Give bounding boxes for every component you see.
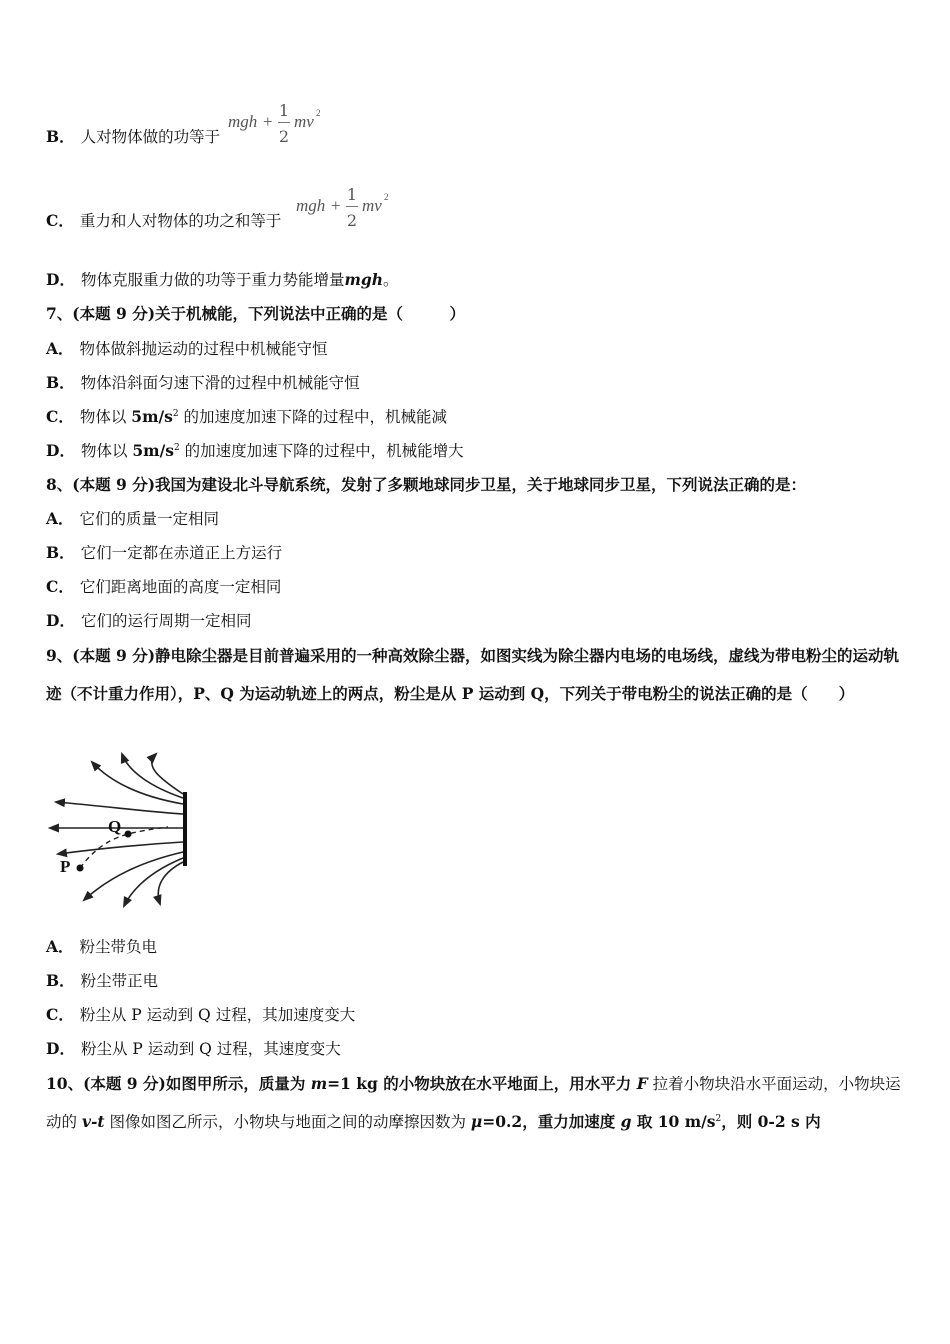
variable-mu: μ — [470, 1112, 483, 1131]
option-text-end: 。 — [382, 271, 399, 289]
option-text: 粉尘从 P 运动到 Q 过程，其加速度变大 — [79, 1006, 356, 1024]
text-segment: 拉着小物块沿水平面运动，小物块运动的 — [46, 1075, 901, 1131]
fraction-bar — [346, 206, 358, 207]
formula-mv: mv — [362, 196, 382, 215]
option-text: 它们距离地面的高度一定相同 — [79, 578, 282, 596]
option-text: 物体克服重力做的功等于重力势能增量 — [80, 271, 345, 289]
variable-f: F — [636, 1074, 648, 1093]
q9-option-d — [46, 1039, 341, 1059]
option-letter: C． — [46, 1005, 74, 1024]
q6-option-c — [46, 211, 281, 231]
field-line — [92, 762, 183, 804]
option-text: 它们的质量一定相同 — [79, 510, 220, 528]
q8-stem — [46, 475, 806, 495]
point-p — [77, 865, 84, 872]
q9-option-b — [46, 971, 158, 991]
formula-mgh: mgh — [296, 196, 326, 215]
option-letter: D． — [46, 441, 75, 460]
text-segment: (本题 9 分)如图甲所示，质量为 — [83, 1074, 311, 1093]
option-letter: C． — [46, 577, 74, 596]
text-segment: =0.2，重力加速度 — [482, 1112, 621, 1131]
text-segment: 取 10 m/s — [631, 1112, 716, 1131]
option-value: 5m/s — [131, 407, 173, 426]
formula-plus: + — [331, 196, 341, 215]
option-letter: D． — [46, 1039, 75, 1058]
q10-stem — [46, 1065, 908, 1141]
question-number: 10、 — [46, 1074, 84, 1093]
variable-m: m — [310, 1074, 328, 1093]
option-text: 物体做斜抛运动的过程中机械能守恒 — [79, 340, 328, 358]
option-letter: D． — [46, 270, 75, 289]
field-line — [124, 858, 183, 906]
label-q: Q — [108, 817, 122, 836]
q9-option-c — [46, 1005, 355, 1025]
option-letter: A． — [46, 937, 74, 956]
label-p: P — [60, 857, 71, 876]
dust-trajectory — [80, 827, 168, 868]
option-text: 粉尘从 P 运动到 Q 过程，其速度变大 — [80, 1040, 341, 1058]
option-value: 5m/s — [132, 441, 174, 460]
q7-option-b — [46, 373, 360, 393]
option-letter: C． — [46, 211, 74, 230]
point-q — [125, 831, 132, 838]
q9-stem — [46, 637, 908, 713]
q6-formula-b — [228, 100, 328, 150]
formula-numerator: 1 — [278, 101, 290, 120]
option-text: 粉尘带正电 — [80, 972, 159, 990]
q9-option-a — [46, 937, 157, 957]
question-text: (本题 9 分)静电除尘器是目前普遍采用的一种高效除尘器，如图实线为除尘器内电场的电场线，虚线为带电粉尘的运动轨迹（不计重力作用），P、Q 为运动轨迹上的两点，粉尘是从 P 运动到 Q，下列关于带电粉尘的说法正确的是（ ） — [46, 646, 900, 703]
option-text: 物体沿斜面匀速下滑的过程中机械能守恒 — [80, 374, 360, 392]
q8-option-a — [46, 509, 219, 529]
formula-mgh: mgh — [228, 112, 258, 131]
q6-option-b — [46, 127, 220, 147]
option-letter: B． — [46, 543, 75, 562]
variable-mgh: mgh — [344, 270, 383, 289]
q7-option-a — [46, 339, 328, 359]
option-text-end: 的加速度加速下降的过程中，机械能增大 — [179, 442, 464, 460]
question-text: (本题 9 分)我国为建设北斗导航系统，发射了多颗地球同步卫星，关于地球同步卫星，下列说法正确的是： — [72, 475, 807, 494]
option-exponent: 2 — [173, 443, 180, 453]
field-line — [58, 842, 183, 854]
formula-exponent: 2 — [316, 108, 321, 118]
option-text: 它们一定都在赤道正上方运行 — [80, 544, 283, 562]
option-text: 重力和人对物体的功之和等于 — [79, 212, 282, 230]
option-letter: A． — [46, 509, 74, 528]
question-number: 7、 — [46, 304, 73, 323]
q8-option-d — [46, 611, 251, 631]
q7-stem — [46, 304, 465, 324]
formula-plus: + — [263, 112, 273, 131]
option-letter: B． — [46, 373, 75, 392]
option-letter: B． — [46, 971, 75, 990]
text-segment: =1 kg 的小物块放在水平地面上，用水平力 — [327, 1074, 637, 1093]
q6-formula-c — [296, 184, 396, 234]
formula-denominator: 2 — [346, 211, 358, 230]
question-number: 8、 — [46, 475, 73, 494]
q8-option-b — [46, 543, 282, 563]
formula-exponent: 2 — [384, 192, 389, 202]
formula-denominator: 2 — [278, 127, 290, 146]
option-letter: C． — [46, 407, 74, 426]
q6-option-d — [46, 270, 399, 290]
field-line — [56, 802, 183, 814]
option-letter: A． — [46, 339, 74, 358]
q8-option-c — [46, 577, 281, 597]
text-segment: ，则 0-2 s 内 — [721, 1112, 821, 1131]
variable-g: g — [620, 1112, 632, 1131]
q7-option-d — [46, 441, 464, 461]
option-exponent: 2 — [172, 409, 179, 419]
variable-vt: v-t — [81, 1112, 105, 1131]
option-text: 物体以 — [79, 408, 132, 426]
text-segment: 图像如图乙所示，小物块与地面之间的动摩擦因数为 — [104, 1113, 471, 1131]
field-line — [152, 754, 183, 794]
q7-option-c — [46, 407, 447, 427]
option-text: 物体以 — [80, 442, 133, 460]
option-text-end: 的加速度加速下降的过程中，机械能减 — [178, 408, 448, 426]
electric-field-figure — [44, 748, 194, 910]
formula-numerator: 1 — [346, 185, 358, 204]
option-letter: D． — [46, 611, 75, 630]
question-number: 9、 — [46, 646, 73, 665]
option-letter: B． — [46, 127, 75, 146]
formula-mv: mv — [294, 112, 314, 131]
option-text: 粉尘带负电 — [79, 938, 158, 956]
fraction-bar — [278, 122, 290, 123]
option-text: 它们的运行周期一定相同 — [80, 612, 252, 630]
option-text: 人对物体做的功等于 — [80, 128, 221, 146]
question-text: (本题 9 分)关于机械能，下列说法中正确的是（ ） — [72, 304, 466, 323]
exponent: 2 — [715, 1114, 722, 1124]
